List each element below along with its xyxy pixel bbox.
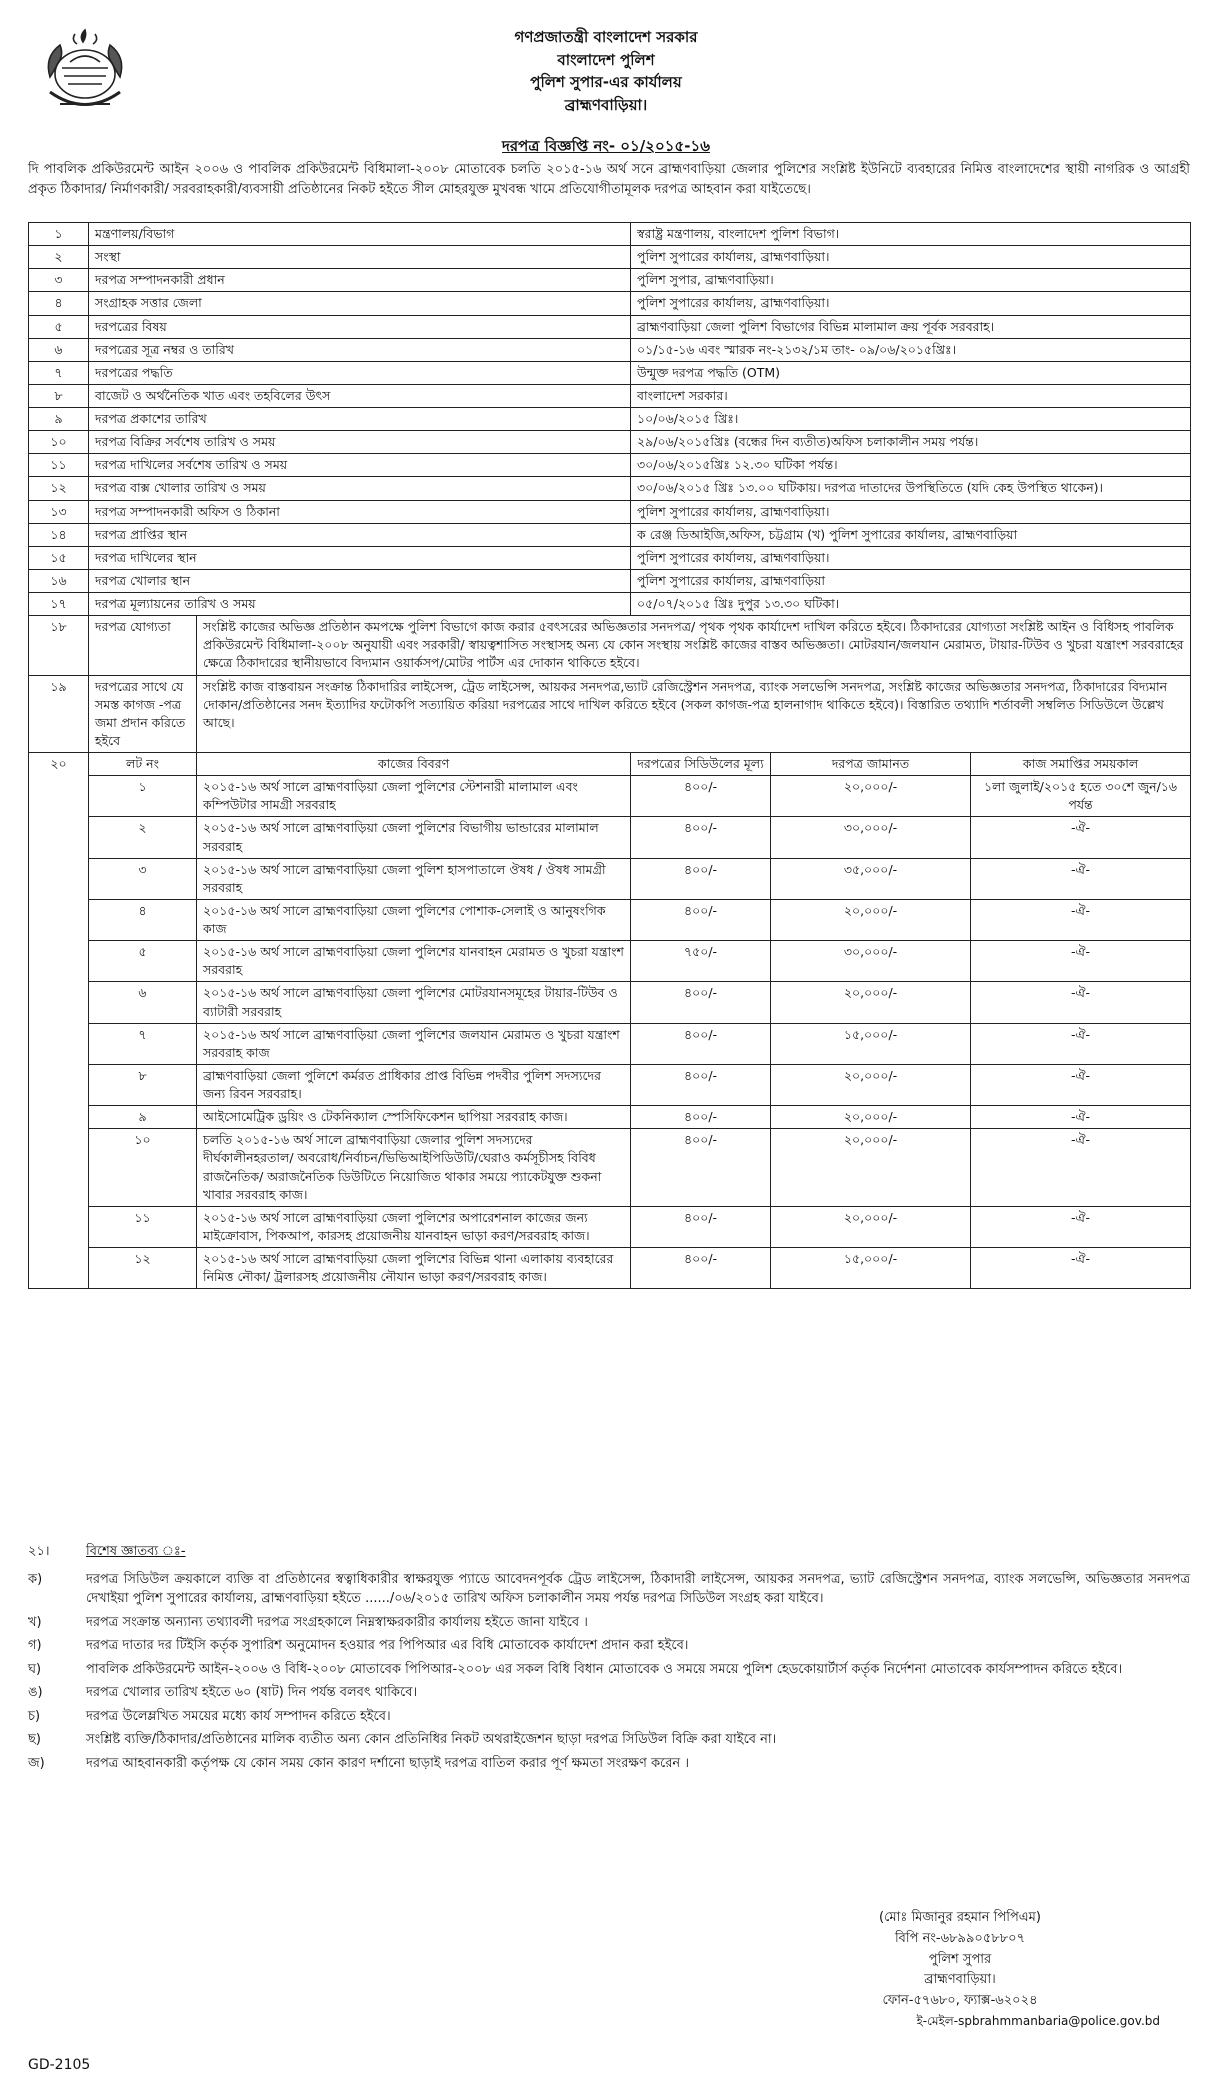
lot-description: ২০১৫-১৬ অর্থ সালে ব্রাহ্মণবাড়িয়া জেলা পুলিশের বিভাগীয় ভান্ডারের মালামাল সরবরাহ [197, 817, 631, 858]
row-label: সংস্থা [89, 246, 631, 269]
lots-header-period: কাজ সমাপ্তির সময়কাল [971, 753, 1191, 776]
lot-period: -ঐ- [971, 1248, 1191, 1289]
note-label: চ) [28, 1708, 41, 1724]
row-label: দরপত্র সম্পাদনকারী প্রধান [89, 269, 631, 292]
lot-number: ১ [89, 776, 197, 817]
lot-row [29, 1248, 1191, 1289]
info-row [29, 454, 1191, 477]
lot-row [29, 1106, 1191, 1129]
lot-number: ৭ [89, 1023, 197, 1064]
row-label: দরপত্র প্রকাশের তারিখ [89, 408, 631, 431]
lot-row [29, 776, 1191, 817]
row-value: ৩০/০৬/২০১৫ খ্রিঃ ১৩.০০ ঘটিকায়। দরপত্র দাতাদের উপস্থিতিতে (যদি কেহ উপস্থিত থাকেন)। [631, 477, 1191, 500]
tender-info-table [28, 222, 1190, 1289]
lot-row [29, 1023, 1191, 1064]
info-row [29, 384, 1191, 407]
row-number: ১৭ [29, 593, 89, 616]
info-row [29, 223, 1191, 246]
lot-row [29, 817, 1191, 858]
lots-header-price: দরপত্রের সিডিউলের মূল্য [631, 753, 771, 776]
info-row [29, 569, 1191, 592]
lot-period: -ঐ- [971, 1206, 1191, 1247]
info-row [29, 523, 1191, 546]
lot-price: ৪০০/- [631, 1064, 771, 1105]
row-label: দরপত্র দাখিলের স্থান [89, 546, 631, 569]
lot-number: ১০ [89, 1129, 197, 1207]
lot-security: ১৫,০০০/- [771, 1248, 971, 1289]
row-number: ১২ [29, 477, 89, 500]
row-number: ৫ [29, 315, 89, 338]
row-value: পুলিশ সুপার, ব্রাহ্মণবাড়িয়া। [631, 269, 1191, 292]
lot-number: ১২ [89, 1248, 197, 1289]
lot-price: ৪০০/- [631, 899, 771, 940]
lot-row [29, 899, 1191, 940]
row-value: সংশ্লিষ্ট কাজ বাস্তবায়ন সংক্রান্ত ঠিকাদারির লাইসেন্স, ট্রেড লাইসেন্স, আয়কর সনদপত্র,ভ্যাট রেজিস্ট্রেশন সনদপত্র, ব্যাংক সলভেন্সি সনদপত্র, সংশ্লিষ্ট কাজের অভিজ্ঞতার সনদপত্র, ঠিকাদারের বিদ্যমান দোকান/প্রতিষ্ঠানের সনদ ইত্যাদির ফটোকপি সত্যায়িত করিয়া দরপত্রের সাথে দাখিল করিতে হইবে (সকল কাগজ-পত্র হালনাগাদ থাকিতে হইবে)। বিস্তারিত তথ্যাদি শর্তাবলী সম্বলিত সিডিউলে উল্লেখ আছে। [197, 675, 1191, 753]
info-row [29, 269, 1191, 292]
row-number: ৯ [29, 408, 89, 431]
row-value: ১০/০৬/২০১৫ খ্রিঃ। [631, 408, 1191, 431]
lot-period: -ঐ- [971, 858, 1191, 899]
lot-price: ৪০০/- [631, 817, 771, 858]
info-row-long [29, 616, 1191, 675]
lot-price: ৪০০/- [631, 1106, 771, 1129]
info-row [29, 408, 1191, 431]
lot-price: ৪০০/- [631, 1129, 771, 1207]
lot-price: ৪০০/- [631, 776, 771, 817]
note-label: ক) [28, 1571, 43, 1587]
note-text: দরপত্র সিডিউল ক্রয়কালে ব্যক্তি বা প্রতিষ্ঠানের স্বত্বাধিকারীর স্বাক্ষরযুক্ত প্যাডে আবেদনপূর্বক ট্রেড লাইসেন্স, ঠিকাদারী লাইসেন্স, আয়কর সনদপত্র, ভ্যাট রেজিস্ট্রেশন সনদপত্র, ব্যাংক সলভেন্সি, অভিজ্ঞতার সনদপত্র দেখাইয়া পুলিশ সুপারের কার্যালয়, ব্রাহ্মণবাড়িয়া হইতে ....../০৬/২০১৫ তারিখ অফিস চলাকালীন সময় পর্যন্ত দরপত্র সিডিউল সংগ্রহ করা যাইবে। [86, 1571, 1190, 1606]
row-value: পুলিশ সুপারের কার্যালয়, ব্রাহ্মণবাড়িয়া। [631, 246, 1191, 269]
signatory-bp: বিপি নং-৬৮৯৯০৫৮৮০৭ [894, 1930, 1026, 1946]
lot-description: চলতি ২০১৫-১৬ অর্থ সালে ব্রাহ্মণবাড়িয়া জেলার পুলিশ সদস্যদের দীর্ঘকালীনহরতাল/ অবরোধ/নির্বাচন/ভিভিআইপিডিউটি/ঘেরাও কর্মসূচীসহ বিবিধ রাজনৈতিক/ অরাজনৈতিক ডিউটিতে নিয়োজিত থাকার সময়ে প্যাকেটযুক্ত শুকনা খাবার সরবরাহ কাজ। [197, 1129, 631, 1207]
note-label: ছ) [28, 1732, 41, 1747]
lot-price: ৪০০/- [631, 858, 771, 899]
notes-title: বিশেষ জ্ঞাতব্য ঃ- [86, 1544, 186, 1559]
note-text: দরপত্র উলেম্লখিত সময়ের মধ্যে কার্য সম্পাদন করিতে হইবে। [86, 1708, 391, 1724]
row-value: ০১/১৫-১৬ এবং স্মারক নং-২১৩২/১ম তাং- ০৯/০৬/২০১৫খ্রিঃ। [631, 338, 1191, 361]
row-value: ক রেঞ্জ ডিআইজি,অফিস, চট্টগ্রাম (খ) পুলিশ সুপারের কার্যালয়, ব্রাহ্মণবাড়িয়া [631, 523, 1191, 546]
notes-heading [28, 1542, 1190, 1562]
info-row [29, 246, 1191, 269]
row-label: দরপত্র যোগ্যতা [89, 616, 197, 675]
note-item [28, 1754, 1190, 1774]
info-row [29, 292, 1191, 315]
note-label: গ) [28, 1638, 42, 1653]
row-number: ৬ [29, 338, 89, 361]
row-label: দরপত্রের সাথে যে সমস্ত কাগজ -পত্র জমা প্রদান করিতে হইবে [89, 675, 197, 753]
header-line-3: পুলিশ সুপার-এর কার্যালয় [530, 73, 682, 91]
lot-security: ২০,০০০/- [771, 1206, 971, 1247]
special-notes [28, 1542, 1190, 1777]
header-line-1: গণপ্রজাতন্ত্রী বাংলাদেশ সরকার [514, 28, 698, 46]
row-number: ১১ [29, 454, 89, 477]
row-number: ১৫ [29, 546, 89, 569]
row-value: পুলিশ সুপারের কার্যালয়, ব্রাহ্মণবাড়িয়া [631, 569, 1191, 592]
lot-price: ৪০০/- [631, 1248, 771, 1289]
lot-description: ২০১৫-১৬ অর্থ সালে ব্রাহ্মণবাড়িয়া জেলা পুলিশের স্টেশনারী মালামাল এবং কম্পিউটার সামগ্রী সরবরাহ [197, 776, 631, 817]
lot-security: ৩০,০০০/- [771, 817, 971, 858]
note-label: ঙ) [28, 1685, 43, 1700]
signatory-name: (মোঃ মিজানুর রহমান পিপিএম) [879, 1910, 1041, 1925]
header-line-4: ব্রাহ্মণবাড়িয়া। [564, 95, 648, 114]
lot-security: ২০,০০০/- [771, 1106, 971, 1129]
signatory-designation: পুলিশ সুপার [928, 1951, 992, 1967]
lot-period: -ঐ- [971, 817, 1191, 858]
lot-security: ৩৫,০০০/- [771, 858, 971, 899]
lot-row [29, 1064, 1191, 1105]
notes-number: ২১। [28, 1544, 50, 1559]
lot-row [29, 1206, 1191, 1247]
email-link[interactable]: spbrahmmanbaria@police.gov.bd [958, 2013, 1160, 2028]
note-text: দরপত্র সংক্রান্ত অন্যান্য তথ্যাবলী দরপত্র সংগ্রহকালে নিম্নস্বাক্ষরকারীর কার্যালয় হইতে জানা যাইবে । [86, 1614, 588, 1630]
lot-row [29, 941, 1191, 982]
lots-header-security: দরপত্র জামানত [771, 753, 971, 776]
row-number: ১৬ [29, 569, 89, 592]
lot-number: ৮ [89, 1064, 197, 1105]
row-value: সংশ্লিষ্ট কাজের অভিজ্ঞ প্রতিষ্ঠান কমপক্ষে পুলিশ বিভাগে কাজ করার ৫বৎসরের অভিজ্ঞতার সনদপত্র/ পৃথক পৃথক কার্যাদেশ দাখিল করিতে হইবে। ঠিকাদারের যোগ্যতা সংশ্লিষ্ট আইন ও বিধিসহ পাবলিক প্রকিউরমেন্ট বিধিমালা-২০০৮ অনুযায়ী এবং সরকারী/ স্বায়ত্বশাসিত সংস্থাসহ অন্য যে কোন সংস্থায় সংশ্লিষ্ট কাজের বাস্তব অভিজ্ঞতা। মোটরযান/জলযান মেরামত, টায়ার-টিউব ও খুচরা যন্ত্রাংশ সরবরাহের ক্ষেত্রে ঠিকাদারের স্থানীয়ভাবে বিদ্যমান ওয়ার্কসপ/মোটর পার্টস এর দোকান থাকিতে হইবে। [197, 616, 1191, 675]
signatory-phone: ফোন-৫৭৬৮০, ফ্যাক্স-৬২০২৪ [882, 1993, 1038, 2009]
lot-period: -ঐ- [971, 1129, 1191, 1207]
header-line-2: বাংলাদেশ পুলিশ [557, 50, 655, 69]
lot-security: ২০,০০০/- [771, 982, 971, 1023]
row-number: ২০ [29, 753, 89, 1289]
row-value: বাংলাদেশ সরকার। [631, 384, 1191, 407]
note-text: দরপত্র আহবানকারী কর্তৃপক্ষ যে কোন সময় কোন কারণ দর্শানো ছাড়াই দরপত্র বাতিল করার পূর্ণ ক্ষমতা সংরক্ষণ করেন । [86, 1755, 689, 1771]
row-label: দরপত্রের সূত্র নম্বর ও তারিখ [89, 338, 631, 361]
lot-price: ৪০০/- [631, 1206, 771, 1247]
lot-security: ২০,০০০/- [771, 899, 971, 940]
lot-period: -ঐ- [971, 899, 1191, 940]
lot-description: ২০১৫-১৬ অর্থ সালে ব্রাহ্মণবাড়িয়া জেলা পুলিশের পোশাক-সেলাই ও আনুষংগিক কাজ [197, 899, 631, 940]
row-label: দরপত্র বিক্রির সর্বশেষ তারিখ ও সময় [89, 431, 631, 454]
row-label: সংগ্রাহক সত্তার জেলা [89, 292, 631, 315]
row-label: দরপত্র সম্পাদনকারী অফিস ও ঠিকানা [89, 500, 631, 523]
lot-row [29, 1129, 1191, 1207]
lot-period: -ঐ- [971, 1106, 1191, 1129]
lot-period: -ঐ- [971, 982, 1191, 1023]
row-label: দরপত্র খোলার স্থান [89, 569, 631, 592]
lot-description: ২০১৫-১৬ অর্থ সালে ব্রাহ্মণবাড়িয়া জেলা পুলিশের মোটরযানসমূহের টায়ার-টিউব ও ব্যাটারী সরবরাহ [197, 982, 631, 1023]
note-item [28, 1730, 1190, 1750]
lot-number: ৬ [89, 982, 197, 1023]
row-label: দরপত্র বাক্স খোলার তারিখ ও সময় [89, 477, 631, 500]
row-label: দরপত্র দাখিলের সর্বশেষ তারিখ ও সময় [89, 454, 631, 477]
note-item [28, 1570, 1190, 1609]
lot-number: ৩ [89, 858, 197, 899]
row-value: পুলিশ সুপারের কার্যালয়, ব্রাহ্মণবাড়িয়া। [631, 292, 1191, 315]
lot-description: ২০১৫-১৬ অর্থ সালে ব্রাহ্মণবাড়িয়া জেলা পুলিশের বিভিন্ন থানা এলাকায় ব্যবহারের নিমিত্ত নৌকা/ ট্রলারসহ প্রয়োজনীয় নৌযান ভাড়া করণ/সরবরাহ কাজ। [197, 1248, 631, 1289]
row-value: ব্রাহ্মণবাড়িয়া জেলা পুলিশ বিভাগের বিভিন্ন মালামাল ক্রয় পূর্বক সরবরাহ। [631, 315, 1191, 338]
signatory-place: ব্রাহ্মণবাড়িয়া। [924, 1972, 996, 1988]
row-number: ১৩ [29, 500, 89, 523]
info-row [29, 338, 1191, 361]
row-value: উন্মুক্ত দরপত্র পদ্ধতি (OTM) [631, 361, 1191, 384]
lot-number: ২ [89, 817, 197, 858]
info-row [29, 315, 1191, 338]
row-value: পুলিশ সুপারের কার্যালয়, ব্রাহ্মণবাড়িয়া। [631, 500, 1191, 523]
lot-security: ২০,০০০/- [771, 1064, 971, 1105]
note-item [28, 1636, 1190, 1656]
row-label: দরপত্রের বিষয় [89, 315, 631, 338]
row-value: ০৫/০৭/২০১৫ খ্রিঃ দুপুর ১৩.৩০ ঘটিকা। [631, 593, 1191, 616]
lot-row [29, 982, 1191, 1023]
row-label: মন্ত্রণালয়/বিভাগ [89, 223, 631, 246]
info-row [29, 500, 1191, 523]
lot-price: ৪০০/- [631, 1023, 771, 1064]
signature-block [760, 1908, 1160, 2031]
note-label: ঘ) [28, 1661, 42, 1677]
note-label: খ) [28, 1614, 42, 1630]
notice-title: দরপত্র বিজ্ঞপ্তি নং- ০১/২০১৫-১৬ [502, 137, 710, 155]
row-label: দরপত্র মূল্যায়নের তারিখ ও সময় [89, 593, 631, 616]
row-number: ১০ [29, 431, 89, 454]
row-label: বাজেট ও অর্থনৈতিক খাত এবং তহবিলের উৎস [89, 384, 631, 407]
row-value: ৩০/০৬/২০১৫খ্রিঃ ১২.৩০ ঘটিকা পর্যন্ত। [631, 454, 1191, 477]
email-label: ই-মেইল- [916, 2013, 959, 2028]
lot-number: ৯ [89, 1106, 197, 1129]
note-label: জ) [28, 1755, 45, 1771]
lot-description: ২০১৫-১৬ অর্থ সালে ব্রাহ্মণবাড়িয়া জেলা পুলিশ হাসপাতালে ঔষধ / ঔষধ সামগ্রী সরবরাহ [197, 858, 631, 899]
row-value: ২৯/০৬/২০১৫খ্রিঃ (বন্ধের দিন ব্যতীত)অফিস চলাকালীন সময় পর্যন্ত। [631, 431, 1191, 454]
info-row [29, 477, 1191, 500]
lot-security: ১৫,০০০/- [771, 1023, 971, 1064]
lot-number: ৫ [89, 941, 197, 982]
lot-number: ১১ [89, 1206, 197, 1247]
info-row [29, 593, 1191, 616]
lot-security: ২০,০০০/- [771, 776, 971, 817]
note-text: দরপত্র দাতার দর টিইসি কর্তৃক সুপারিশ অনুমোদন হওয়ার পর পিপিআর এর বিধি মোতাবেক কার্যাদেশ প্রদান করা হইবে। [86, 1638, 689, 1653]
row-number: ২ [29, 246, 89, 269]
row-number: ৮ [29, 384, 89, 407]
row-number: ৩ [29, 269, 89, 292]
lot-price: ৭৫০/- [631, 941, 771, 982]
intro-paragraph: দি পাবলিক প্রকিউরমেন্ট আইন ২০০৬ ও পাবলিক প্রকিউরমেন্ট বিধিমালা-২০০৮ মোতাবেক চলতি ২০১৫-১৬ অর্থ সনে ব্রাহ্মণবাড়িয়া জেলার পুলিশের সংশ্লিষ্ট ইউনিটে ব্যবহারের নিমিত্ত বাংলাদেশের স্থায়ী নাগরিক ও আগ্রহী প্রকৃত ঠিকাদার/ নির্মাণকারী/ সরবরাহকারী/ব্যবসায়ী প্রতিষ্ঠানের নিকট হইতে সীল মোহরযুক্ত মুখবন্ধ খামে প্রতিযোগীতামূলক দরপত্র আহবান করা যাইতেছে। [28, 162, 1190, 198]
info-row [29, 431, 1191, 454]
lot-description: ২০১৫-১৬ অর্থ সালে ব্রাহ্মণবাড়িয়া জেলা পুলিশের যানবাহন মেরামত ও খুচরা যন্ত্রাংশ সরবরাহ [197, 941, 631, 982]
info-row [29, 361, 1191, 384]
note-text: দরপত্র খোলার তারিখ হইতে ৬০ (ষাট) দিন পর্যন্ত বলবৎ থাকিবে। [86, 1685, 418, 1700]
lots-header-desc: কাজের বিবরণ [197, 753, 631, 776]
note-text: সংশ্লিষ্ট ব্যক্তি/ঠিকাদার/প্রতিষ্ঠানের মালিক ব্যতীত অন্য কোন প্রতিনিধির নিকট অথরাইজেশন ছাড়া দরপত্র সিডিউল বিক্রি করা যাইবে না। [86, 1732, 777, 1747]
lot-number: ৪ [89, 899, 197, 940]
row-number: ১৮ [29, 616, 89, 675]
lot-price: ৪০০/- [631, 982, 771, 1023]
lot-description: ২০১৫-১৬ অর্থ সালে ব্রাহ্মণবাড়িয়া জেলা পুলিশের অপারেশনাল কাজের জন্য মাইক্রোবাস, পিকআপ, কারসহ প্রয়োজনীয় যানবাহন ভাড়া করণ/সরবরাহ কাজ। [197, 1206, 631, 1247]
lot-period: -ঐ- [971, 1064, 1191, 1105]
note-text: পাবলিক প্রকিউরমেন্ট আইন-২০০৬ ও বিধি-২০০৮ মোতাবেক পিপিআর-২০০৮ এর সকল বিধি বিধান মোতাবেক ও সময়ে সময়ে পুলিশ হেডকোয়ার্টার্স কর্তৃক নির্দেশনা মোতাবেক কার্যসম্পাদন করিতে হইবে। [86, 1661, 1123, 1677]
lot-description: ব্রাহ্মণবাড়িয়া জেলা পুলিশে কর্মরত প্রাধিকার প্রাপ্ত বিভিন্ন পদবীর পুলিশ সদস্যদের জন্য রিবন সরবরাহ। [197, 1064, 631, 1105]
lot-period: ১লা জুলাই/২০১৫ হতে ৩০শে জুন/১৬ পর্যন্ত [971, 776, 1191, 817]
lot-security: ৩০,০০০/- [771, 941, 971, 982]
footer-code: GD-2105 [28, 2057, 91, 2073]
header [0, 26, 1212, 116]
note-item [28, 1613, 1190, 1633]
lots-header-lot: লট নং [89, 753, 197, 776]
lot-description: ২০১৫-১৬ অর্থ সালে ব্রাহ্মণবাড়িয়া জেলা পুলিশের জলযান মেরামত ও খুচরা যন্ত্রাংশ সরবরাহ কাজ [197, 1023, 631, 1064]
note-item [28, 1707, 1190, 1727]
lot-row [29, 858, 1191, 899]
info-row [29, 546, 1191, 569]
row-number: ১৯ [29, 675, 89, 753]
lot-security: ২০,০০০/- [771, 1129, 971, 1207]
note-item [28, 1660, 1190, 1680]
row-value: পুলিশ সুপারের কার্যালয়, ব্রাহ্মণবাড়িয়া। [631, 546, 1191, 569]
row-label: দরপত্র প্রাপ্তির স্থান [89, 523, 631, 546]
note-item [28, 1683, 1190, 1703]
row-number: ৪ [29, 292, 89, 315]
lot-period: -ঐ- [971, 1023, 1191, 1064]
row-label: দরপত্রের পদ্ধতি [89, 361, 631, 384]
row-number: ৭ [29, 361, 89, 384]
row-number: ১ [29, 223, 89, 246]
row-value: স্বরাষ্ট্র মন্ত্রণালয়, বাংলাদেশ পুলিশ বিভাগ। [631, 223, 1191, 246]
row-number: ১৪ [29, 523, 89, 546]
lot-period: -ঐ- [971, 941, 1191, 982]
signatory-email-line [760, 2012, 1160, 2031]
lots-header-row [29, 753, 1191, 776]
lot-description: আইসোমেট্রিক ড্রয়িং ও টেকনিক্যাল স্পেসিফিকেশন ছাপিয়া সরবরাহ কাজ। [197, 1106, 631, 1129]
info-row-long [29, 675, 1191, 753]
